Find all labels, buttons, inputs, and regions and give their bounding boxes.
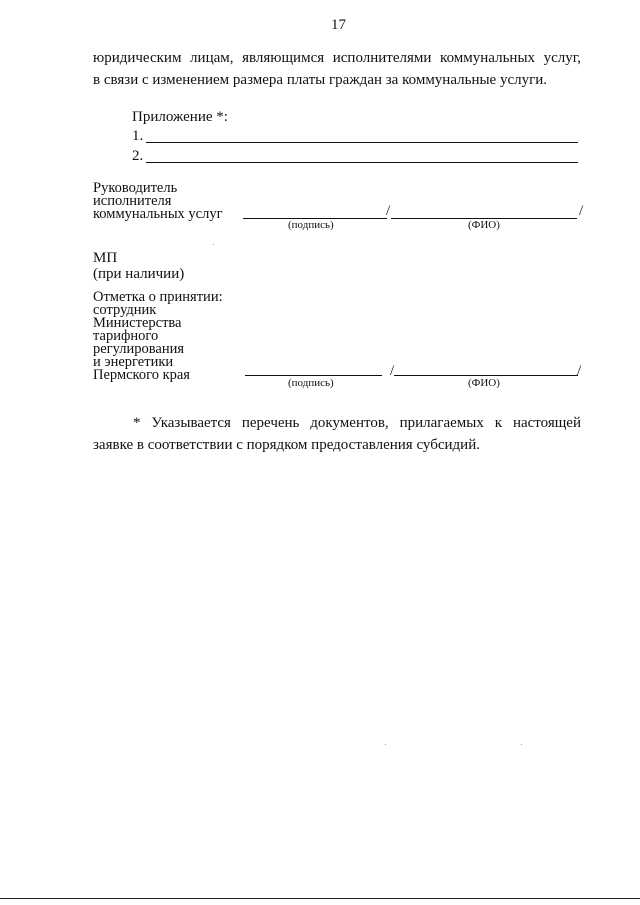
stamp-label: МП <box>93 250 118 266</box>
head-label-line-3: коммунальных услуг <box>93 206 223 222</box>
acceptance-name-line <box>394 375 578 376</box>
attachment-item-2-number: 2. <box>132 148 144 164</box>
acceptance-label-line-5: регулирования <box>93 341 185 357</box>
acceptance-slash-2: / <box>577 363 582 379</box>
attachment-item-1-line <box>146 142 578 143</box>
scan-speck <box>385 744 386 745</box>
acceptance-name-caption: (ФИО) <box>468 377 500 389</box>
acceptance-slash-1: / <box>390 363 395 379</box>
page-number: 17 <box>331 17 346 33</box>
acceptance-label-line-4: тарифного <box>93 328 159 344</box>
acceptance-signature-line <box>245 375 382 376</box>
head-slash-1: / <box>386 203 391 219</box>
head-label-line-2: исполнителя <box>93 193 172 209</box>
stamp-note: (при наличии) <box>93 266 185 282</box>
scan-speck <box>521 744 522 745</box>
acceptance-label-line-3: Министерства <box>93 315 182 331</box>
scan-speck <box>213 244 214 245</box>
intro-line-2: в связи с изменением размера платы граждан за коммунальные услуги. <box>93 72 548 88</box>
acceptance-label-line-1: Отметка о принятии: <box>93 289 223 305</box>
acceptance-label-line-2: сотрудник <box>93 302 157 318</box>
acceptance-label-line-7: Пермского края <box>93 367 190 383</box>
intro-line-1: юридическим лицам, являющимся исполнителями коммунальных услуг, <box>93 50 581 66</box>
attachment-heading: Приложение *: <box>132 109 228 125</box>
footnote-line-1: * Указывается перечень документов, прилагаемых к настоящей <box>133 415 581 431</box>
head-label-line-1: Руководитель <box>93 180 178 196</box>
head-slash-2: / <box>579 203 584 219</box>
acceptance-signature-caption: (подпись) <box>288 377 334 389</box>
footnote-line-2: заявке в соответствии с порядком предоставления субсидий. <box>93 437 480 453</box>
head-signature-caption: (подпись) <box>288 219 334 231</box>
attachment-item-2-line <box>146 162 578 163</box>
head-name-caption: (ФИО) <box>468 219 500 231</box>
attachment-item-1-number: 1. <box>132 128 144 144</box>
acceptance-label-line-6: и энергетики <box>93 354 174 370</box>
page-bottom-edge <box>0 898 640 899</box>
